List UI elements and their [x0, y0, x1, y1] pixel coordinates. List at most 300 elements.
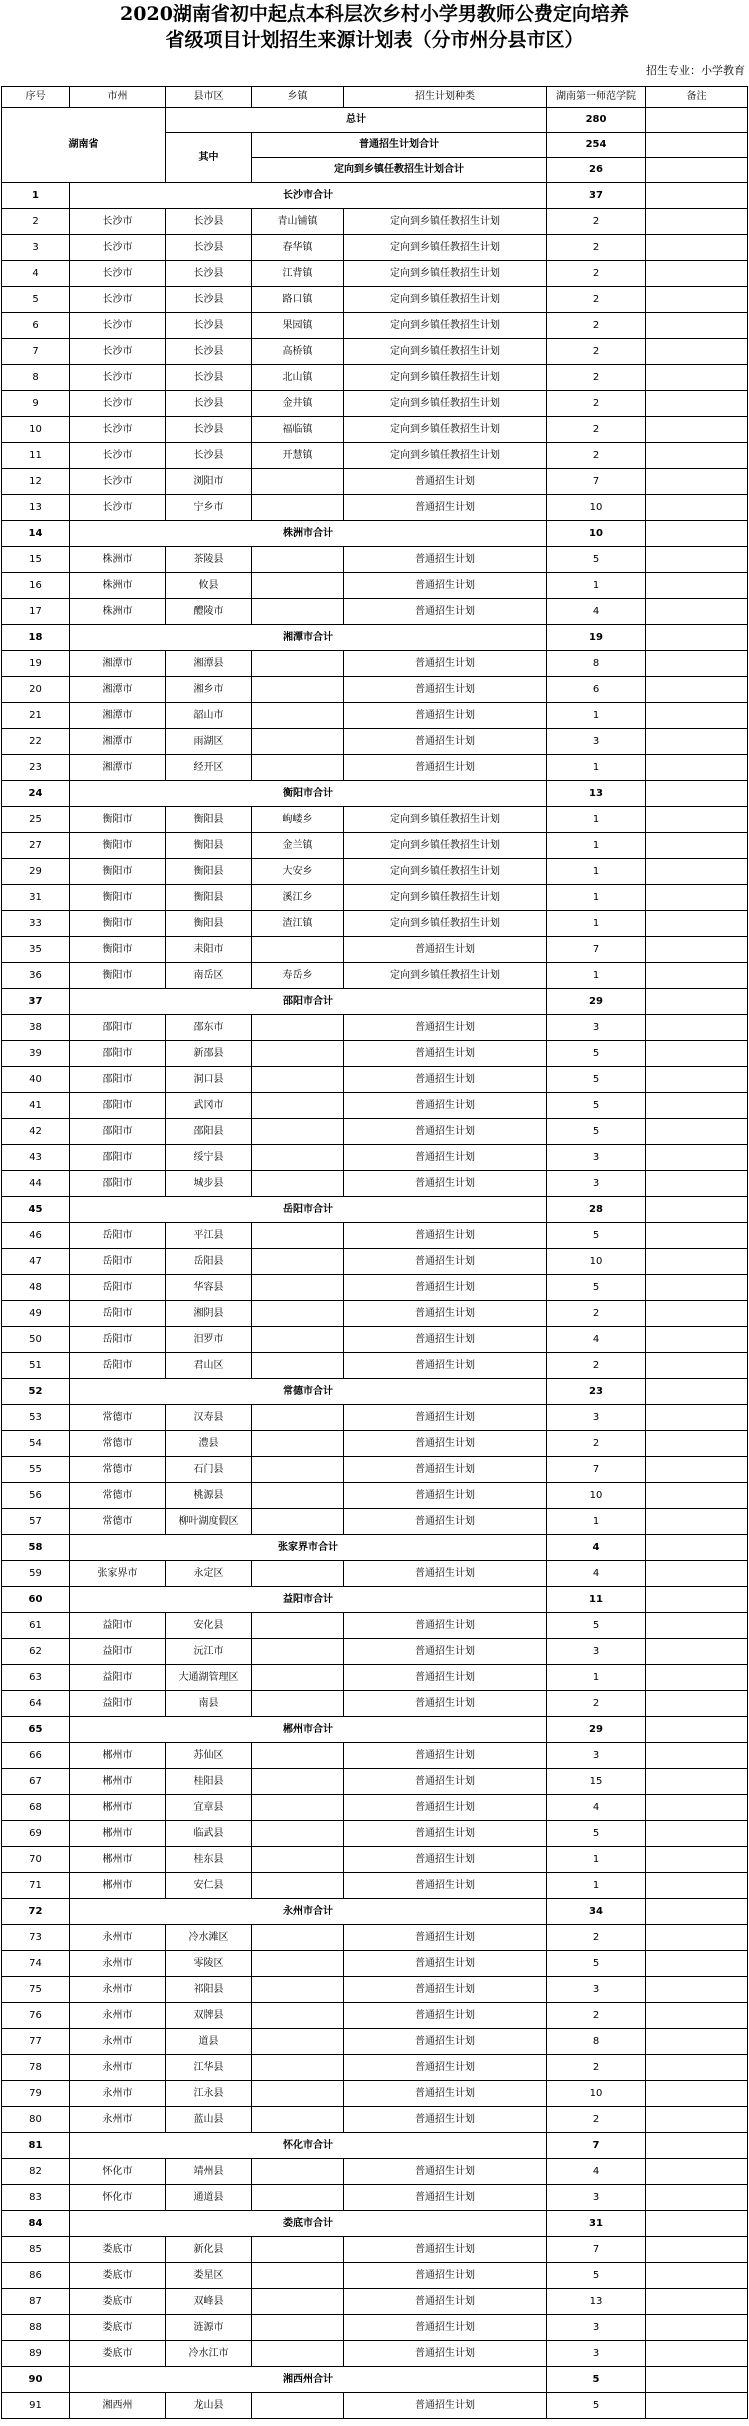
- remark-cell: [646, 755, 748, 781]
- city-name: 邵阳市: [70, 1041, 166, 1067]
- plan-count: 5: [547, 1951, 646, 1977]
- row-number: 70: [2, 1847, 70, 1873]
- county-name: 经开区: [166, 755, 252, 781]
- town-name: 金井镇: [252, 391, 344, 417]
- remark-cell: [646, 339, 748, 365]
- plan-kind: 普通招生计划: [344, 2393, 547, 2419]
- city-subtotal-label: 郴州市合计: [70, 1717, 547, 1743]
- town-name: [252, 2341, 344, 2367]
- remark-cell: [646, 417, 748, 443]
- city-subtotal-label: 湘潭市合计: [70, 625, 547, 651]
- row-number: 79: [2, 2081, 70, 2107]
- plan-count: 1: [547, 703, 646, 729]
- city-name: 衡阳市: [70, 963, 166, 989]
- county-name: 宁乡市: [166, 495, 252, 521]
- row-number: 82: [2, 2159, 70, 2185]
- plan-kind: 定向到乡镇任教招生计划: [344, 391, 547, 417]
- remark-cell: [646, 313, 748, 339]
- remark-cell: [646, 2263, 748, 2289]
- table-row: [2, 1353, 748, 1379]
- table-row: [2, 1145, 748, 1171]
- city-name: 益阳市: [70, 1639, 166, 1665]
- remark-cell: [646, 365, 748, 391]
- town-name: [252, 1431, 344, 1457]
- table-row: [2, 1327, 748, 1353]
- plan-kind: 普通招生计划: [344, 2315, 547, 2341]
- city-name: 岳阳市: [70, 1275, 166, 1301]
- town-name: 福临镇: [252, 417, 344, 443]
- county-name: 新邵县: [166, 1041, 252, 1067]
- row-number: 33: [2, 911, 70, 937]
- row-number: 6: [2, 313, 70, 339]
- town-name: [252, 2003, 344, 2029]
- plan-count: 1: [547, 1665, 646, 1691]
- row-number: 5: [2, 287, 70, 313]
- city-name: 永州市: [70, 2107, 166, 2133]
- city-subtotal-row: [2, 1535, 748, 1561]
- city-subtotal-label: 岳阳市合计: [70, 1197, 547, 1223]
- town-name: [252, 1483, 344, 1509]
- table-row: [2, 547, 748, 573]
- plan-kind: 定向到乡镇任教招生计划: [344, 287, 547, 313]
- town-name: [252, 2315, 344, 2341]
- city-name: 郴州市: [70, 1769, 166, 1795]
- table-row: [2, 729, 748, 755]
- remark-cell: [646, 1483, 748, 1509]
- town-name: [252, 2029, 344, 2055]
- row-number: 36: [2, 963, 70, 989]
- county-name: 靖州县: [166, 2159, 252, 2185]
- remark-cell: [646, 2393, 748, 2419]
- plan-count: 5: [547, 2263, 646, 2289]
- of-which-label: 其中: [166, 133, 252, 183]
- plan-count: 4: [547, 1561, 646, 1587]
- table-row: [2, 911, 748, 937]
- plan-count: 7: [547, 2237, 646, 2263]
- town-name: [252, 2107, 344, 2133]
- city-name: 衡阳市: [70, 911, 166, 937]
- table-row: [2, 313, 748, 339]
- plan-count: 5: [547, 1067, 646, 1093]
- remark-cell: [646, 1873, 748, 1899]
- town-name: [252, 1067, 344, 1093]
- table-row: [2, 365, 748, 391]
- remark-cell: [646, 781, 748, 807]
- table-row: [2, 1405, 748, 1431]
- county-name: 长沙县: [166, 313, 252, 339]
- row-number: 20: [2, 677, 70, 703]
- plan-count: 5: [547, 2393, 646, 2419]
- city-name: 永州市: [70, 2055, 166, 2081]
- town-name: [252, 1847, 344, 1873]
- table-row: [2, 261, 748, 287]
- remark-cell: [646, 1847, 748, 1873]
- row-number: 16: [2, 573, 70, 599]
- remark-cell: [646, 2107, 748, 2133]
- town-name: [252, 729, 344, 755]
- remark-cell: [646, 859, 748, 885]
- county-name: 长沙县: [166, 365, 252, 391]
- row-number: 67: [2, 1769, 70, 1795]
- plan-count: 1: [547, 1509, 646, 1535]
- remark-cell: [646, 1119, 748, 1145]
- county-name: 汨罗市: [166, 1327, 252, 1353]
- county-name: 新化县: [166, 2237, 252, 2263]
- town-name: [252, 2237, 344, 2263]
- plan-count: 7: [547, 1457, 646, 1483]
- city-subtotal-row: [2, 989, 748, 1015]
- county-name: 衡阳县: [166, 859, 252, 885]
- county-name: 宜章县: [166, 1795, 252, 1821]
- plan-count: 13: [547, 781, 646, 807]
- row-number: 31: [2, 885, 70, 911]
- plan-count: 4: [547, 1795, 646, 1821]
- plan-kind: 普通招生计划: [344, 703, 547, 729]
- row-number: 49: [2, 1301, 70, 1327]
- plan-count: 1: [547, 833, 646, 859]
- plan-count: 1: [547, 963, 646, 989]
- city-name: 怀化市: [70, 2159, 166, 2185]
- town-name: [252, 2393, 344, 2419]
- county-name: 长沙县: [166, 391, 252, 417]
- city-name: 常德市: [70, 1483, 166, 1509]
- plan-count: 3: [547, 2315, 646, 2341]
- plan-count: 4: [547, 2159, 646, 2185]
- table-row: [2, 495, 748, 521]
- row-number: 64: [2, 1691, 70, 1717]
- plan-kind: 普通招生计划: [344, 1639, 547, 1665]
- county-name: 大通湖管理区: [166, 1665, 252, 1691]
- city-name: 怀化市: [70, 2185, 166, 2211]
- table-row: [2, 1769, 748, 1795]
- row-number: 85: [2, 2237, 70, 2263]
- town-name: [252, 1353, 344, 1379]
- city-name: 常德市: [70, 1509, 166, 1535]
- plan-count: 2: [547, 2055, 646, 2081]
- header-cell: 市州: [70, 87, 166, 108]
- plan-count: 5: [547, 1041, 646, 1067]
- city-subtotal-label: 湘西州合计: [70, 2367, 547, 2393]
- city-subtotal-row: [2, 521, 748, 547]
- remark-cell: [646, 158, 748, 183]
- table-row: [2, 1067, 748, 1093]
- city-subtotal-row: [2, 2211, 748, 2237]
- plan-count: 2: [547, 2003, 646, 2029]
- county-name: 安化县: [166, 1613, 252, 1639]
- remark-cell: [646, 1535, 748, 1561]
- plan-kind: 定向到乡镇任教招生计划: [344, 417, 547, 443]
- plan-kind: 普通招生计划: [344, 547, 547, 573]
- city-name: 岳阳市: [70, 1223, 166, 1249]
- city-name: 益阳市: [70, 1665, 166, 1691]
- table-row: [2, 1457, 748, 1483]
- plan-count: 1: [547, 1847, 646, 1873]
- row-number: 54: [2, 1431, 70, 1457]
- row-number: 25: [2, 807, 70, 833]
- plan-kind: 普通招生计划: [344, 1223, 547, 1249]
- town-name: [252, 703, 344, 729]
- plan-count: 5: [547, 1119, 646, 1145]
- remark-cell: [646, 1977, 748, 2003]
- row-number: 73: [2, 1925, 70, 1951]
- county-name: 祁阳县: [166, 1977, 252, 2003]
- county-name: 长沙县: [166, 417, 252, 443]
- row-number: 11: [2, 443, 70, 469]
- town-name: 高桥镇: [252, 339, 344, 365]
- row-number: 42: [2, 1119, 70, 1145]
- city-name: 长沙市: [70, 235, 166, 261]
- row-number: 44: [2, 1171, 70, 1197]
- table-row: [2, 235, 748, 261]
- row-number: 71: [2, 1873, 70, 1899]
- remark-cell: [646, 209, 748, 235]
- city-name: 株洲市: [70, 573, 166, 599]
- county-name: 桃源县: [166, 1483, 252, 1509]
- table-row: [2, 1041, 748, 1067]
- plan-kind: 普通招生计划: [344, 2263, 547, 2289]
- town-name: 金兰镇: [252, 833, 344, 859]
- plan-kind: 普通招生计划: [344, 1431, 547, 1457]
- plan-count: 3: [547, 1015, 646, 1041]
- remark-cell: [646, 1041, 748, 1067]
- row-number: 47: [2, 1249, 70, 1275]
- plan-kind: 普通招生计划: [344, 1249, 547, 1275]
- city-name: 娄底市: [70, 2341, 166, 2367]
- table-row: [2, 1665, 748, 1691]
- targeted-plan-value: 26: [547, 158, 646, 183]
- city-name: 岳阳市: [70, 1353, 166, 1379]
- plan-kind: 普通招生计划: [344, 1691, 547, 1717]
- table-row: [2, 885, 748, 911]
- remark-cell: [646, 2367, 748, 2393]
- city-subtotal-row: [2, 2367, 748, 2393]
- city-name: 长沙市: [70, 261, 166, 287]
- plan-kind: 普通招生计划: [344, 2055, 547, 2081]
- remark-cell: [646, 1821, 748, 1847]
- plan-kind: 普通招生计划: [344, 677, 547, 703]
- table-row: [2, 1561, 748, 1587]
- row-number: 59: [2, 1561, 70, 1587]
- plan-kind: 普通招生计划: [344, 2159, 547, 2185]
- county-name: 道县: [166, 2029, 252, 2055]
- row-number: 17: [2, 599, 70, 625]
- plan-count: 2: [547, 209, 646, 235]
- table-row: [2, 651, 748, 677]
- row-number: 68: [2, 1795, 70, 1821]
- plan-kind: 普通招生计划: [344, 1795, 547, 1821]
- city-subtotal-row: [2, 1899, 748, 1925]
- town-name: 北山镇: [252, 365, 344, 391]
- plan-kind: 普通招生计划: [344, 495, 547, 521]
- row-number: 83: [2, 2185, 70, 2211]
- row-number: 63: [2, 1665, 70, 1691]
- city-name: 长沙市: [70, 287, 166, 313]
- row-number: 78: [2, 2055, 70, 2081]
- city-subtotal-label: 衡阳市合计: [70, 781, 547, 807]
- plan-kind: 普通招生计划: [344, 599, 547, 625]
- plan-kind: 普通招生计划: [344, 1067, 547, 1093]
- table-row: [2, 1613, 748, 1639]
- plan-count: 1: [547, 885, 646, 911]
- county-name: 双牌县: [166, 2003, 252, 2029]
- remark-cell: [646, 2029, 748, 2055]
- town-name: [252, 937, 344, 963]
- plan-count: 4: [547, 1327, 646, 1353]
- town-name: [252, 1873, 344, 1899]
- plan-kind: 定向到乡镇任教招生计划: [344, 885, 547, 911]
- remark-cell: [646, 1015, 748, 1041]
- plan-count: 34: [547, 1899, 646, 1925]
- table-row: [2, 1119, 748, 1145]
- row-number: 37: [2, 989, 70, 1015]
- remark-cell: [646, 729, 748, 755]
- town-name: 大安乡: [252, 859, 344, 885]
- remark-cell: [646, 547, 748, 573]
- city-name: 益阳市: [70, 1613, 166, 1639]
- row-number: 43: [2, 1145, 70, 1171]
- remark-cell: [646, 1665, 748, 1691]
- table-row: [2, 2055, 748, 2081]
- plan-kind: 普通招生计划: [344, 1951, 547, 1977]
- county-name: 南岳区: [166, 963, 252, 989]
- county-name: 江永县: [166, 2081, 252, 2107]
- remark-cell: [646, 2081, 748, 2107]
- table-row: [2, 469, 748, 495]
- remark-cell: [646, 2211, 748, 2237]
- plan-count: 2: [547, 365, 646, 391]
- row-number: 23: [2, 755, 70, 781]
- remark-cell: [646, 2133, 748, 2159]
- county-name: 双峰县: [166, 2289, 252, 2315]
- remark-cell: [646, 1561, 748, 1587]
- plan-kind: 普通招生计划: [344, 1509, 547, 1535]
- table-row: [2, 677, 748, 703]
- city-name: 常德市: [70, 1405, 166, 1431]
- remark-cell: [646, 2185, 748, 2211]
- plan-kind: 普通招生计划: [344, 1353, 547, 1379]
- city-name: 邵阳市: [70, 1093, 166, 1119]
- plan-kind: 定向到乡镇任教招生计划: [344, 963, 547, 989]
- plan-kind: 普通招生计划: [344, 1093, 547, 1119]
- remark-cell: [646, 1327, 748, 1353]
- general-plan-value: 254: [547, 133, 646, 158]
- header-cell: 乡镇: [252, 87, 344, 108]
- remark-cell: [646, 391, 748, 417]
- row-number: 7: [2, 339, 70, 365]
- town-name: [252, 573, 344, 599]
- town-name: [252, 1119, 344, 1145]
- town-name: [252, 1925, 344, 1951]
- county-name: 沅江市: [166, 1639, 252, 1665]
- summary-row-total: [2, 108, 748, 133]
- county-name: 茶陵县: [166, 547, 252, 573]
- plan-kind: 普通招生计划: [344, 1873, 547, 1899]
- town-name: [252, 1275, 344, 1301]
- plan-kind: 定向到乡镇任教招生计划: [344, 443, 547, 469]
- table-row: [2, 287, 748, 313]
- table-row: [2, 1275, 748, 1301]
- city-name: 张家界市: [70, 1561, 166, 1587]
- row-number: 40: [2, 1067, 70, 1093]
- county-name: 耒阳市: [166, 937, 252, 963]
- county-name: 江华县: [166, 2055, 252, 2081]
- row-number: 77: [2, 2029, 70, 2055]
- plan-count: 10: [547, 2081, 646, 2107]
- plan-count: 3: [547, 1405, 646, 1431]
- total-label: 总计: [166, 108, 547, 133]
- town-name: [252, 1145, 344, 1171]
- table-row: [2, 1977, 748, 2003]
- plan-count: 10: [547, 1249, 646, 1275]
- row-number: 1: [2, 183, 70, 209]
- town-name: [252, 755, 344, 781]
- town-name: [252, 1691, 344, 1717]
- city-name: 长沙市: [70, 209, 166, 235]
- table-row: [2, 1743, 748, 1769]
- county-name: 长沙县: [166, 261, 252, 287]
- county-name: 浏阳市: [166, 469, 252, 495]
- table-row: [2, 417, 748, 443]
- remark-cell: [646, 1067, 748, 1093]
- plan-count: 3: [547, 1171, 646, 1197]
- total-value: 280: [547, 108, 646, 133]
- remark-cell: [646, 1223, 748, 1249]
- remark-cell: [646, 599, 748, 625]
- city-name: 郴州市: [70, 1821, 166, 1847]
- remark-cell: [646, 1613, 748, 1639]
- row-number: 10: [2, 417, 70, 443]
- plan-count: 2: [547, 1353, 646, 1379]
- city-name: 湘西州: [70, 2393, 166, 2419]
- city-name: 长沙市: [70, 469, 166, 495]
- table-row: [2, 703, 748, 729]
- row-number: 65: [2, 1717, 70, 1743]
- header-cell: 湖南第一师范学院: [547, 87, 646, 108]
- remark-cell: [646, 133, 748, 158]
- plan-count: 37: [547, 183, 646, 209]
- table-row: [2, 1873, 748, 1899]
- plan-kind: 普通招生计划: [344, 2341, 547, 2367]
- remark-cell: [646, 911, 748, 937]
- table-row: [2, 1431, 748, 1457]
- county-name: 桂东县: [166, 1847, 252, 1873]
- row-number: 14: [2, 521, 70, 547]
- county-name: 湘乡市: [166, 677, 252, 703]
- plan-count: 3: [547, 1145, 646, 1171]
- county-name: 绥宁县: [166, 1145, 252, 1171]
- remark-cell: [646, 1457, 748, 1483]
- table-row: [2, 2003, 748, 2029]
- plan-kind: 普通招生计划: [344, 2237, 547, 2263]
- city-name: 长沙市: [70, 365, 166, 391]
- remark-cell: [646, 183, 748, 209]
- remark-cell: [646, 1093, 748, 1119]
- town-name: 开慧镇: [252, 443, 344, 469]
- plan-kind: 普通招生计划: [344, 1275, 547, 1301]
- town-name: 江背镇: [252, 261, 344, 287]
- row-number: 39: [2, 1041, 70, 1067]
- table-row: [2, 2081, 748, 2107]
- town-name: [252, 1171, 344, 1197]
- remark-cell: [646, 677, 748, 703]
- remark-cell: [646, 1795, 748, 1821]
- city-name: 衡阳市: [70, 885, 166, 911]
- remark-cell: [646, 963, 748, 989]
- city-name: 邵阳市: [70, 1145, 166, 1171]
- remark-cell: [646, 2341, 748, 2367]
- county-name: 安仁县: [166, 1873, 252, 1899]
- row-number: 56: [2, 1483, 70, 1509]
